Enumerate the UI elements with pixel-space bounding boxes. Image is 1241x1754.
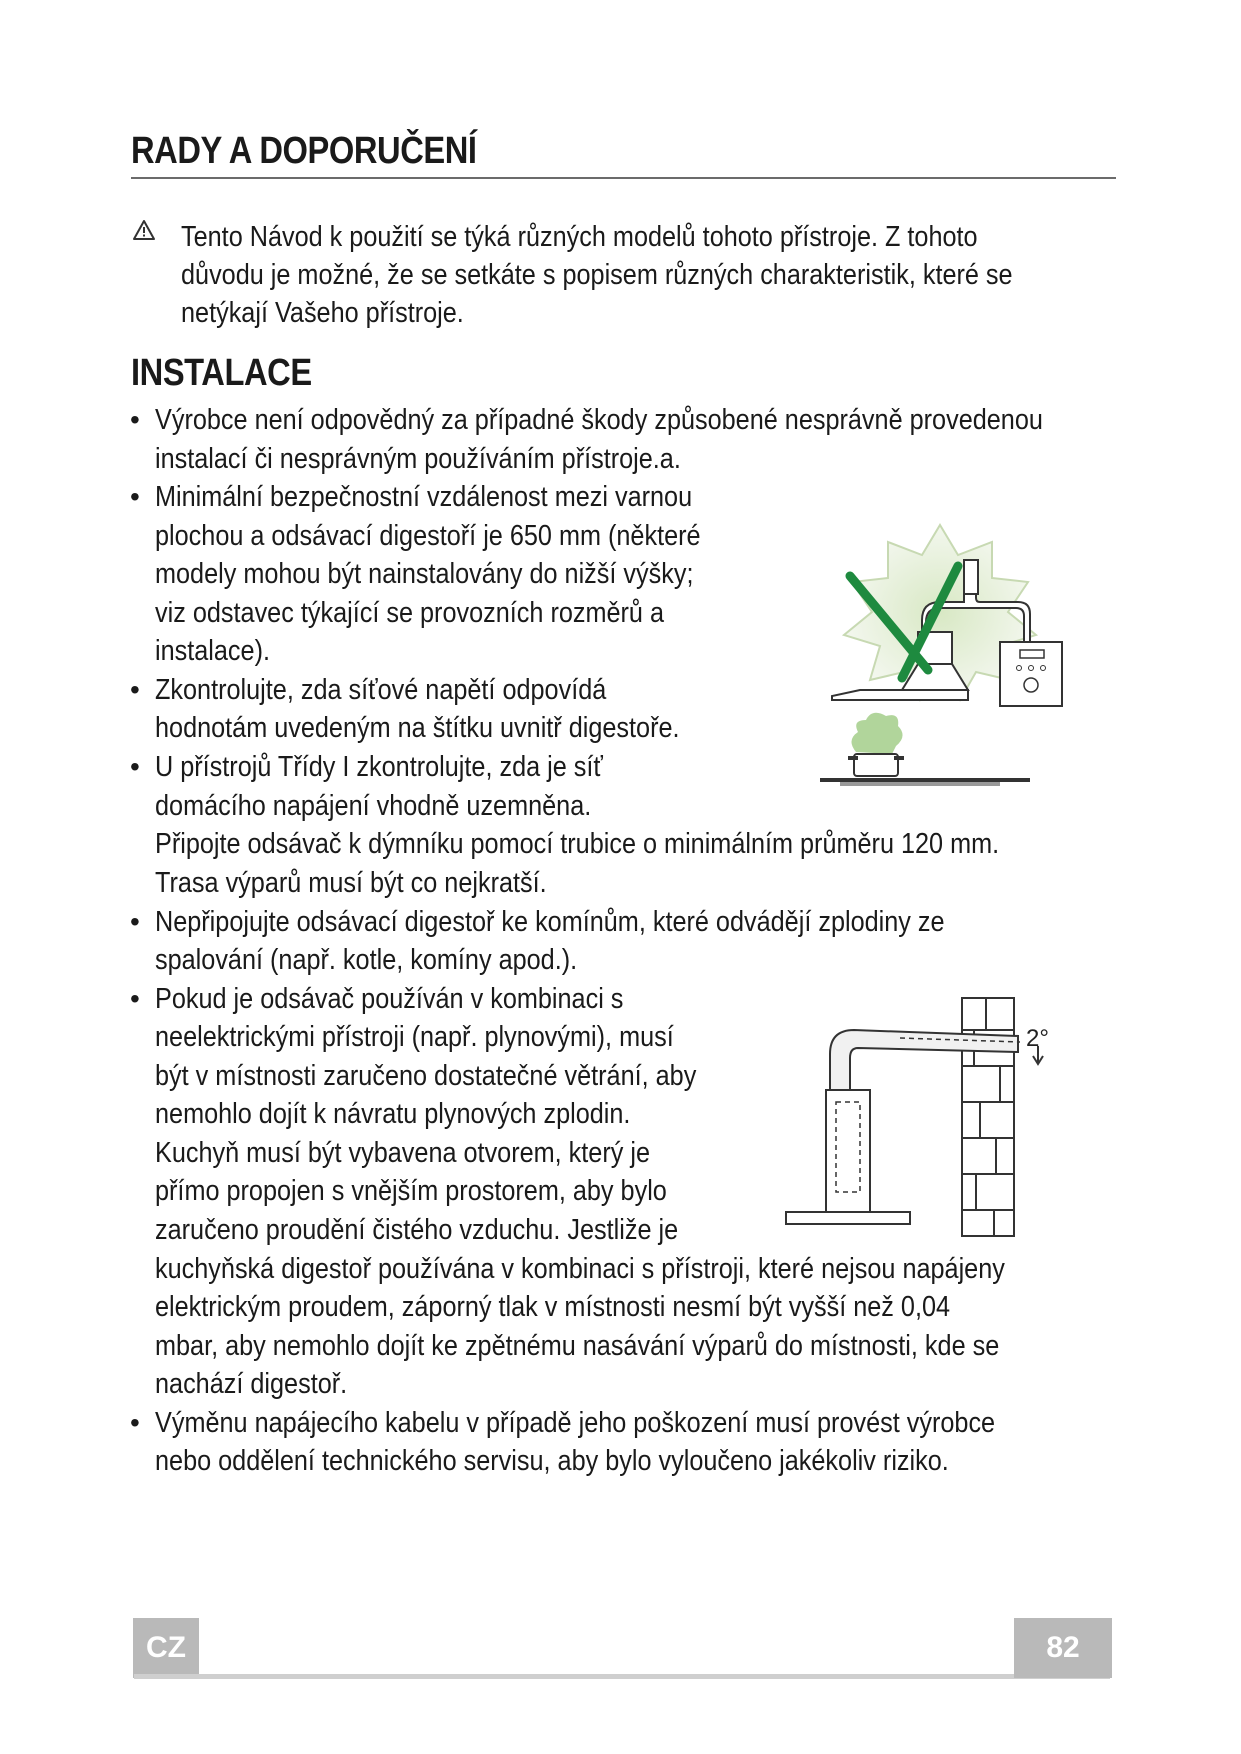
text-line: nachází digestoř. bbox=[155, 1368, 348, 1400]
text-line: nebo oddělení technického servisu, aby bylo vyloučeno jakékoliv riziko. bbox=[155, 1445, 949, 1477]
text-line: domácího napájení vhodně uzemněna. bbox=[155, 790, 592, 822]
text-line: neelektrickými přístroji (např. plynovými), musí bbox=[155, 1021, 674, 1053]
duct-slope-illustration bbox=[780, 990, 1080, 1250]
slope-angle-label: 2° bbox=[1026, 1025, 1049, 1052]
text-line: kuchyňská digestoř používána v kombinaci s přístroji, které nejsou napájeny bbox=[155, 1253, 1005, 1285]
text-line: U přístrojů Třídy I zkontrolujte, zda je síť bbox=[155, 751, 603, 783]
text-line: přímo propojen s vnějším prostorem, aby bylo bbox=[155, 1175, 667, 1207]
bullet: • bbox=[130, 983, 140, 1014]
text-line: mbar, aby nemohlo dojít ke zpětnému nasávání výparů do místnosti, kde se bbox=[155, 1330, 1000, 1362]
text-line: Kuchyň musí být vybavena otvorem, který je bbox=[155, 1137, 651, 1169]
text-line: zaručeno proudění čistého vzduchu. Jestliže je bbox=[155, 1214, 679, 1246]
section-title-instalace: INSTALACE bbox=[131, 352, 312, 394]
warning-triangle-icon bbox=[132, 219, 156, 241]
footer-bar bbox=[134, 1674, 1110, 1679]
text-line: elektrickým proudem, záporný tlak v místnosti nesmí být vyšší než 0,04 bbox=[155, 1291, 951, 1323]
text-line: modely mohou být nainstalovány do nižší výšky; bbox=[155, 558, 694, 590]
bullet: • bbox=[130, 674, 140, 705]
bullet: • bbox=[130, 751, 140, 782]
text-line: Minimální bezpečnostní vzdálenost mezi varnou bbox=[155, 481, 693, 513]
text-line: Výměnu napájecího kabelu v případě jeho poškození musí provést výrobce bbox=[155, 1407, 996, 1439]
text-line: nemohlo dojít k návratu plynových zplodin. bbox=[155, 1098, 631, 1130]
text-line: instalací či nesprávným používáním přístroje.a. bbox=[155, 443, 681, 475]
bullet: • bbox=[130, 404, 140, 435]
text-line: plochou a odsávací digestoří je 650 mm (některé bbox=[155, 520, 701, 552]
text-line: viz odstavec týkající se provozních rozměrů a bbox=[155, 597, 665, 629]
bullet: • bbox=[130, 481, 140, 512]
note-line: důvodu je možné, že se setkáte s popisem různých charakteristik, které se bbox=[181, 259, 1013, 291]
text-line: Připojte odsávač k dýmníku pomocí trubice o minimálním průměru 120 mm. bbox=[155, 828, 1000, 860]
bullet: • bbox=[130, 906, 140, 937]
language-badge: CZ bbox=[133, 1618, 199, 1678]
text-line: Pokud je odsávač používán v kombinaci s bbox=[155, 983, 624, 1015]
text-line: být v místnosti zaručeno dostatečné větrání, aby bbox=[155, 1060, 697, 1092]
note-line: Tento Návod k použití se týká různých modelů tohoto přístroje. Z tohoto bbox=[181, 221, 978, 253]
title-rule bbox=[131, 177, 1116, 179]
text-line: Trasa výparů musí být co nejkratší. bbox=[155, 867, 547, 899]
text-line: instalace). bbox=[155, 635, 270, 667]
bullet: • bbox=[130, 1407, 140, 1438]
text-line: spalování (např. kotle, komíny apod.). bbox=[155, 944, 578, 976]
section-title-rady: RADY A DOPORUČENÍ bbox=[131, 130, 477, 172]
text-line: hodnotám uvedeným na štítku uvnitř digestoře. bbox=[155, 712, 680, 744]
text-line: Výrobce není odpovědný za případné škody způsobené nesprávně provedenou bbox=[155, 404, 1043, 436]
note-line: netýkají Vašeho přístroje. bbox=[181, 297, 464, 329]
text-line: Zkontrolujte, zda síťové napětí odpovídá bbox=[155, 674, 607, 706]
page-number: 82 bbox=[1014, 1618, 1112, 1678]
hood-clearance-illustration bbox=[800, 520, 1070, 790]
text-line: Nepřipojujte odsávací digestoř ke komínům, které odvádějí zplodiny ze bbox=[155, 906, 945, 938]
